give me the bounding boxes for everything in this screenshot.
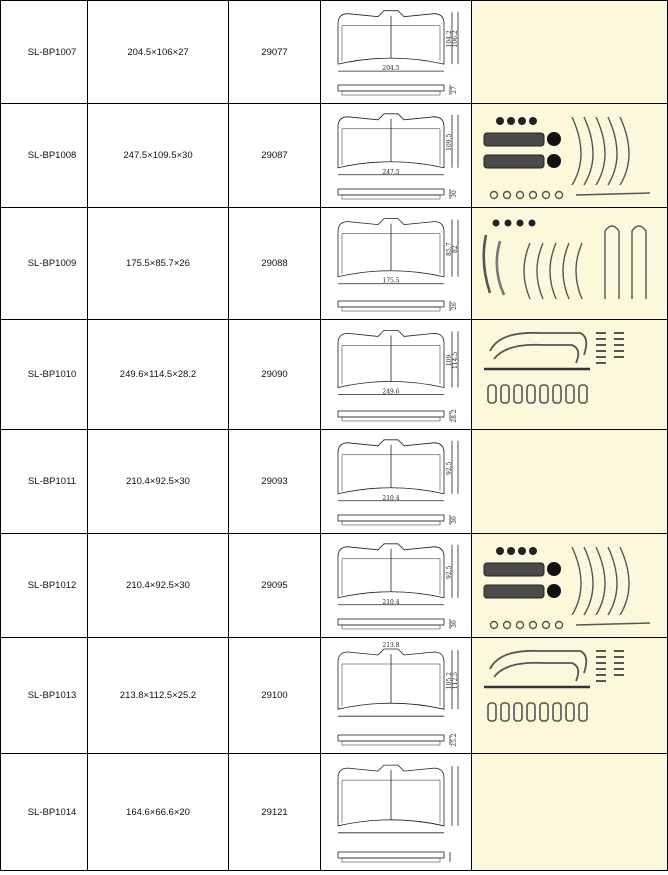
drawing-cell	[321, 320, 472, 430]
height-dim-label: 92.5	[446, 461, 453, 475]
catalog-body	[1, 1, 668, 871]
size-cell: 210.4×92.5×30	[88, 430, 229, 534]
height-dim-label: 109	[446, 354, 453, 366]
pad-side-profile	[338, 852, 444, 858]
size-cell: 213.8×112.5×25.2	[88, 638, 229, 754]
part-code-cell: SL-BP1010	[1, 320, 88, 430]
accessory-cell	[472, 754, 668, 871]
accessory-cell	[472, 638, 668, 754]
pad-side-profile	[338, 301, 444, 307]
drawing-cell	[321, 754, 472, 871]
pad-drawing	[326, 323, 466, 427]
pad-drawing	[326, 433, 466, 531]
thickness-dim-label: 30	[451, 619, 458, 628]
part-code-cell: SL-BP1012	[1, 534, 88, 638]
size-cell: 204.5×106×27	[88, 1, 229, 104]
height-dim-label-2: 106.2	[452, 29, 459, 48]
pad-side-profile	[338, 735, 444, 741]
pad-side-profile	[338, 619, 444, 625]
height-dim-label-2: 114.5	[452, 351, 459, 369]
ref-number-cell: 29087	[229, 104, 321, 208]
part-code-cell: SL-BP1009	[1, 208, 88, 320]
pad-side-backing	[342, 91, 440, 95]
pad-drawing	[326, 757, 466, 868]
accessory-cell	[472, 1, 668, 104]
thickness-dim-label: 28.2	[451, 408, 458, 423]
pad-side-profile	[338, 515, 444, 521]
pad-drawing	[326, 4, 466, 101]
width-dim-label: 204.5	[382, 64, 400, 72]
size-cell: 210.4×92.5×30	[88, 534, 229, 638]
part-code-cell: SL-BP1014	[1, 754, 88, 871]
pad-side-backing	[342, 741, 440, 745]
height-dim-label: 85.7	[446, 241, 453, 256]
part-code-cell: SL-BP1011	[1, 430, 88, 534]
height-dim-label: 92.5	[446, 565, 453, 579]
part-code-cell: SL-BP1007	[1, 1, 88, 104]
table-row	[1, 104, 668, 208]
ref-number-cell: 29077	[229, 1, 321, 104]
thickness-dim-label: 26	[451, 301, 458, 310]
thickness-dim-label: 30	[451, 515, 458, 524]
height-dim-label: 109.5	[446, 133, 453, 151]
table-row	[1, 430, 668, 534]
pad-side-profile	[338, 411, 444, 417]
table-row	[1, 754, 668, 871]
size-cell: 249.6×114.5×28.2	[88, 320, 229, 430]
ref-number-cell: 29093	[229, 430, 321, 534]
pad-side-backing	[342, 858, 440, 862]
ref-number-cell: 29095	[229, 534, 321, 638]
part-code-cell: SL-BP1008	[1, 104, 88, 208]
drawing-cell	[321, 430, 472, 534]
table-row	[1, 638, 668, 754]
height-dim-label: 104.2	[446, 29, 453, 48]
drawing-cell	[321, 534, 472, 638]
width-dim-label: 175.5	[382, 277, 400, 285]
clip-kit-picture	[480, 539, 660, 633]
thickness-dim-label: 30	[451, 189, 458, 198]
table-row	[1, 208, 668, 320]
pad-side-backing	[342, 521, 440, 525]
width-dim-label: 210.4	[382, 598, 400, 606]
spring-kit-picture	[480, 213, 660, 315]
ref-number-cell: 29121	[229, 754, 321, 871]
height-dim-label-2: 112.5	[452, 671, 459, 689]
height-dim-label: 105.2	[446, 671, 453, 689]
width-dim-label: 247.5	[382, 168, 400, 176]
pad-drawing	[326, 641, 466, 751]
size-cell: 164.6×66.6×20	[88, 754, 229, 871]
drawing-cell	[321, 208, 472, 320]
clip-kit-picture	[480, 109, 660, 203]
accessory-cell	[472, 430, 668, 534]
thickness-dim-label: 25.2	[451, 732, 458, 747]
pad-side-backing	[342, 417, 440, 421]
pad-side-backing	[342, 307, 440, 311]
ref-number-cell: 29100	[229, 638, 321, 754]
ref-number-cell: 29090	[229, 320, 321, 430]
drawing-cell	[321, 638, 472, 754]
accessory-cell	[472, 320, 668, 430]
table-row	[1, 1, 668, 104]
width-dim-label: 249.6	[382, 387, 400, 395]
table-row	[1, 534, 668, 638]
accessory-cell	[472, 534, 668, 638]
accessory-cell	[472, 208, 668, 320]
drawing-cell	[321, 1, 472, 104]
size-cell: 175.5×85.7×26	[88, 208, 229, 320]
table-row	[1, 320, 668, 430]
pad-drawing	[326, 107, 466, 205]
top-width-dim-label: 213.8	[382, 641, 400, 649]
size-cell: 247.5×109.5×30	[88, 104, 229, 208]
pad-side-backing	[342, 195, 440, 199]
ref-number-cell: 29088	[229, 208, 321, 320]
retainer-kit-picture	[480, 643, 660, 749]
width-dim-label: 210.4	[382, 494, 400, 502]
accessory-cell	[472, 104, 668, 208]
pad-drawing	[326, 211, 466, 317]
pad-drawing	[326, 537, 466, 635]
pad-side-backing	[342, 625, 440, 629]
retainer-kit-picture	[480, 325, 660, 425]
drawing-cell	[321, 104, 472, 208]
height-dim-label-2: 82	[452, 244, 459, 253]
thickness-dim-label: 27	[451, 85, 458, 94]
pad-side-profile	[338, 189, 444, 195]
pad-side-profile	[338, 85, 444, 91]
part-code-cell: SL-BP1013	[1, 638, 88, 754]
